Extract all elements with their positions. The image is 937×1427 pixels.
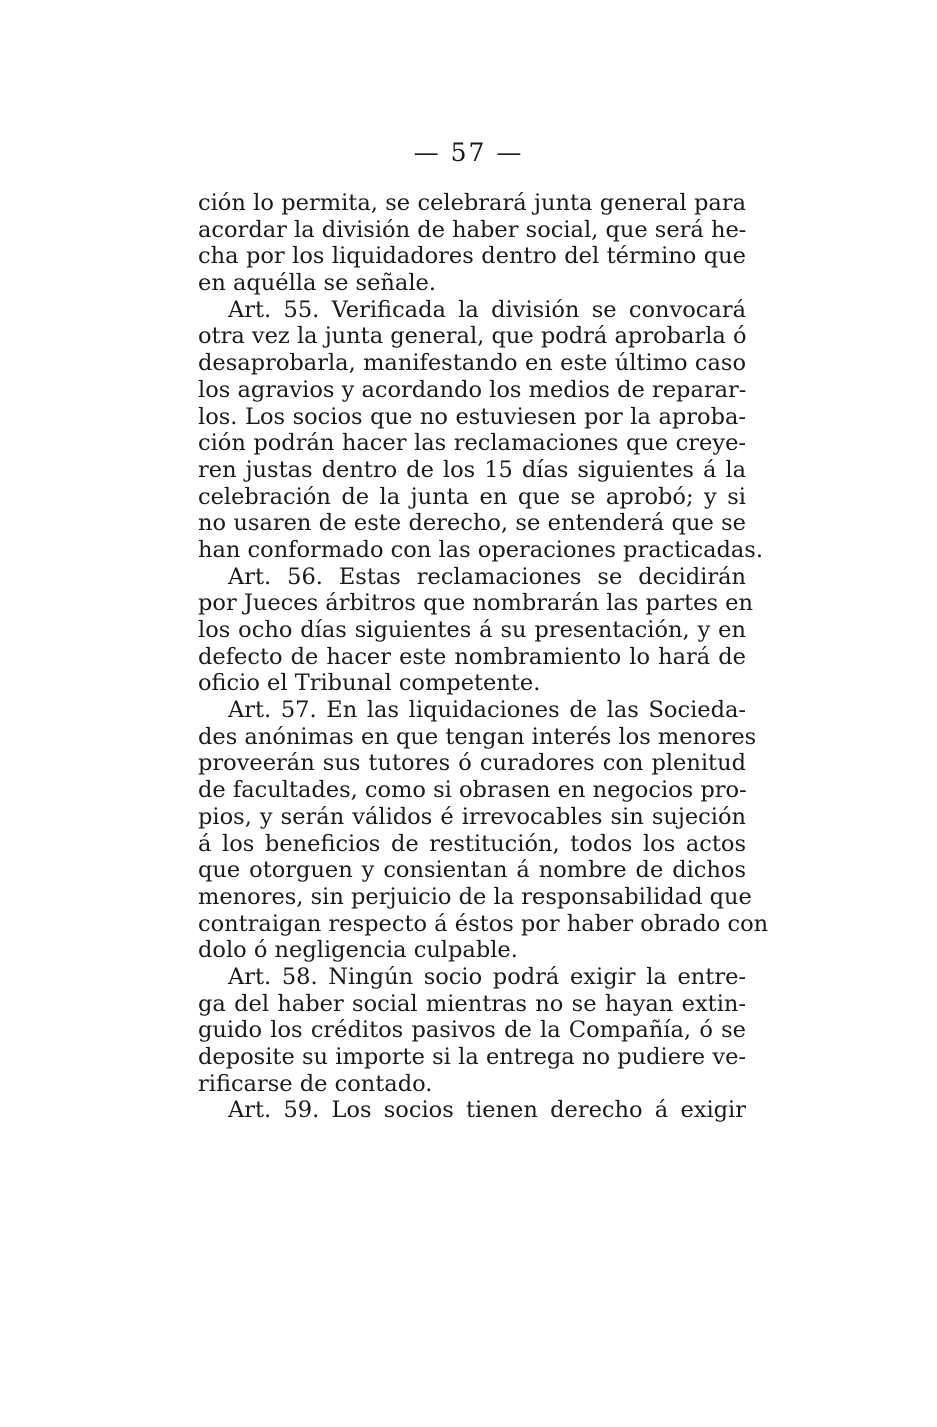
text-line: contraigan respecto á éstos por haber obrado con (198, 910, 769, 937)
text-line: acordar la división de haber social, que será he- (198, 216, 747, 243)
text-line: celebración de la junta en que se aprobó; y si (198, 483, 746, 510)
text-line: ción lo permita, se celebrará junta general para (198, 190, 746, 216)
text-line: cha por los liquidadores dentro del término que (198, 243, 746, 270)
text-line: menores, sin perjuicio de la responsabilidad que (198, 883, 752, 910)
text-line: deposite su importe si la entrega no pudiere ve- (198, 1044, 746, 1070)
page-number: — 57 — (413, 138, 524, 167)
text-line: han conformado con las operaciones practicadas. (198, 536, 763, 563)
text-line: de facultades, como si obrasen en negocios pro- (198, 777, 747, 804)
text-line: á los beneficios de restitución, todos los actos (198, 830, 746, 857)
text-line: oficio el Tribunal competente. (198, 670, 541, 697)
text-line: Art. 55. Verificada la división se convocará (228, 296, 746, 323)
text-line: rificarse de contado. (198, 1070, 433, 1097)
body-text (198, 190, 769, 1124)
text-line: los agravios y acordando los medios de reparar- (198, 376, 747, 403)
text-line: Art. 56. Estas reclamaciones se decidirán (228, 563, 746, 590)
text-line: Art. 58. Ningún socio podrá exigir la entre- (228, 963, 746, 990)
text-line: por Jueces árbitros que nombrarán las partes en (198, 590, 753, 617)
text-line: Art. 57. En las liquidaciones de las Socieda- (228, 697, 746, 724)
text-line: ga del haber social mientras no se hayan extin- (198, 990, 746, 1017)
text-line: los. Los socios que no estuviesen por la aproba- (198, 403, 746, 430)
text-line: defecto de hacer este nombramiento lo hará de (198, 643, 746, 670)
text-line: Art. 59. Los socios tienen derecho á exigir (228, 1097, 746, 1124)
text-line: los ocho días siguientes á su presentación, y en (198, 617, 746, 643)
text-line: ren justas dentro de los 15 días siguientes á la (198, 456, 746, 483)
text-line: guido los créditos pasivos de la Compañía, ó se (198, 1017, 746, 1044)
text-line: otra vez la junta general, que podrá aprobarla ó (198, 323, 747, 350)
text-line: proveerán sus tutores ó curadores con plenitud (198, 750, 746, 777)
text-line: dolo ó negligencia culpable. (198, 937, 518, 964)
text-line: desaprobarla, manifestando en este último caso (198, 350, 746, 377)
text-line: des anónimas en que tengan interés los menores (198, 723, 757, 750)
text-line: que otorguen y consientan á nombre de dichos (198, 857, 746, 884)
text-line: ción podrán hacer las reclamaciones que creye- (198, 430, 746, 457)
text-line: en aquélla se señale. (198, 270, 436, 297)
text-line: pios, y serán válidos é irrevocables sin sujeción (198, 803, 746, 830)
text-line: no usaren de este derecho, se entenderá que se (198, 510, 746, 537)
